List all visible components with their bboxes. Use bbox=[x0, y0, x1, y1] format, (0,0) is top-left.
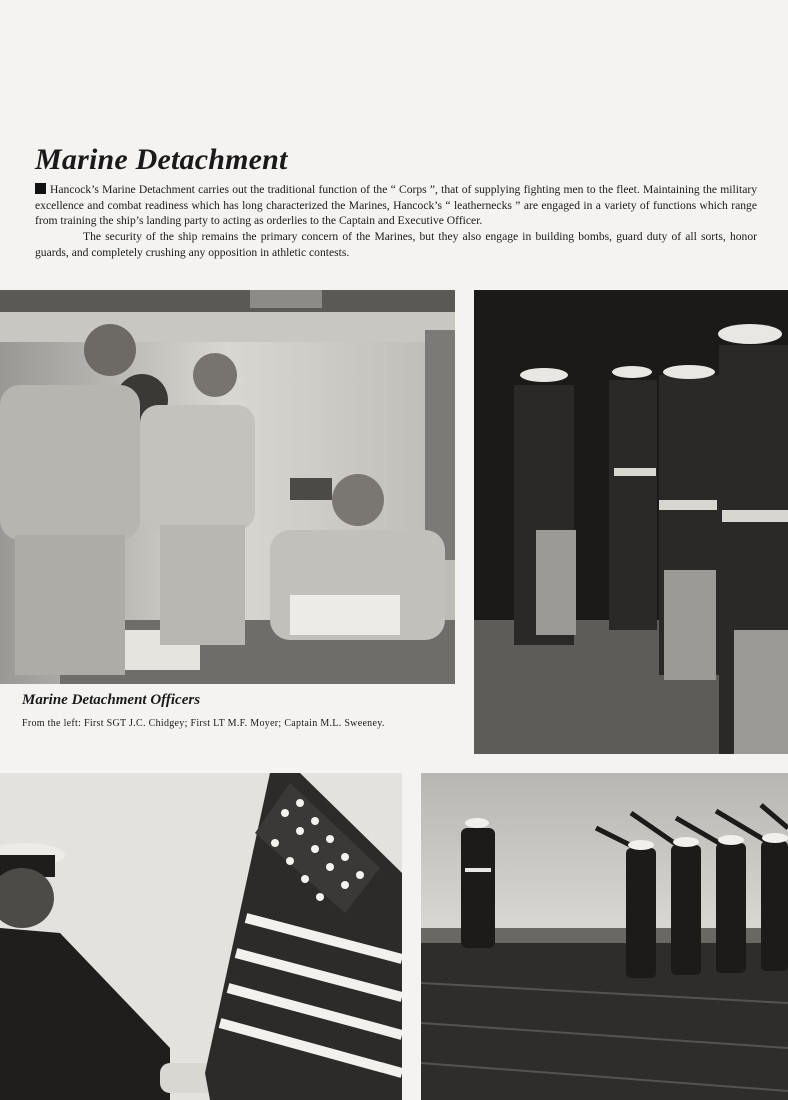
intro-paragraph-2: The security of the ship remains the primary concern of the Marines, but they also engage in building bombs, guard duty of all sorts, honor guards, and completely crushing any opposition in athletic contests. bbox=[35, 230, 757, 259]
honor-guard-photo bbox=[474, 290, 788, 754]
officers-photo bbox=[0, 290, 455, 684]
page-title: Marine Detachment bbox=[35, 143, 288, 176]
intro-paragraph-1 bbox=[35, 182, 757, 229]
caption-text: From the left: First SGT J.C. Chidgey; First LT M.F. Moyer; Captain M.L. Sweeney. bbox=[22, 718, 385, 729]
intro-paragraph-1-text: Hancock’s Marine Detachment carries out the traditional function of the “ Corps ”, that of supplying fighting men to the fleet. Maintaining the military excellence and combat readiness which has long characterized the Marines, Hancock’s “ leathernecks ” are engaged in a variety of functions which range from training the ship’s landing party to acting as orderlies to the Captain and Executive Officer. bbox=[35, 183, 757, 228]
caption-title: Marine Detachment Officers bbox=[22, 692, 201, 708]
intro-text bbox=[35, 182, 757, 261]
square-bullet-icon bbox=[35, 183, 46, 194]
rifle-salute-photo bbox=[421, 773, 788, 1100]
flag-photo bbox=[0, 773, 402, 1100]
